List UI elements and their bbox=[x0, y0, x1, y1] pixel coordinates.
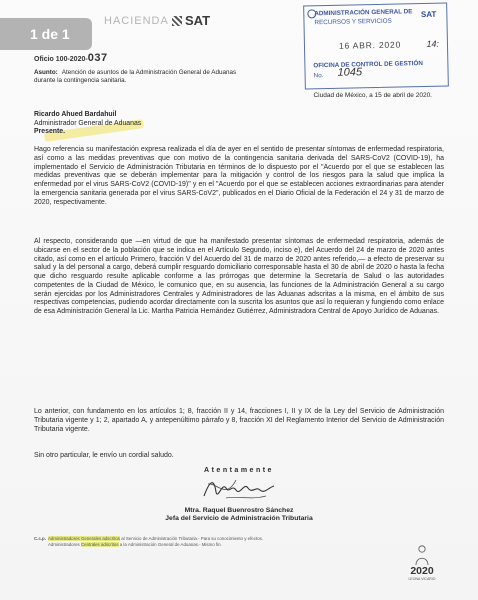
sat-logo-text: SAT bbox=[185, 13, 211, 28]
oficio-prefix: Oficio 100-2020- bbox=[34, 56, 88, 63]
handwritten-signature bbox=[196, 474, 280, 504]
ccp-line-2-text: a la Administración General de Aduanas.- Mismo fin. bbox=[118, 541, 222, 547]
closing-atentamente: Atentamente bbox=[204, 467, 274, 474]
place-and-date: Ciudad de México, a 15 de abril de 2020. bbox=[313, 92, 432, 99]
recipient-block bbox=[34, 111, 141, 137]
hacienda-logo-text: HACIENDA bbox=[104, 15, 169, 27]
stamp-line-2: RECURSOS Y SERVICIOS bbox=[314, 17, 392, 27]
ccp-label: C.c.p. bbox=[34, 536, 46, 541]
sat-logo bbox=[172, 13, 210, 28]
signer-title: Jefa del Servicio de Administración Tributaria bbox=[165, 515, 313, 523]
subject-label: Asunto: bbox=[34, 69, 58, 76]
stamp-time: 14: bbox=[426, 38, 440, 49]
oficio-suffix: 037 bbox=[87, 52, 108, 64]
paragraph-3: Lo anterior, con fundamento en los artículos 1; 8, fracción II y 14, fracciones I, II y IX de la Ley del Servicio de Administración Tributaria vigente y 1; 2, apartado A, y antepenúltimo párrafo y 8, fracción XI del Reglamento Interior del Servicio de Administración Tributaria vigente. bbox=[34, 408, 444, 433]
recipient-name: Ricardo Ahued Bardahuil bbox=[34, 111, 117, 118]
paragraph-2: Al respecto, considerando que —en virtud de que ha manifestado presentar síntomas de enfermedad respiratoria, además de ubicarse en el sector de la población que se indica en el Artículo Segundo, inciso e), del Acuerdo del 24 de marzo de 2020 antes citado, así como en el artículo Primero, fracción V del Acuerdo del 31 de marzo de 2020 antes referido,— a efecto de preservar su salud y la del personal a cargo, deberá cumplir resguardo domiciliario corresponsable hasta el 30 de abril de 2020 o hasta la fecha que dicho resguardo resulte aplicable conforme a las prórrogas que determine la Secretaría de Salud o las autoridades competentes de la Ciudad de México, le comunico que, en su ausencia, las funciones de la Administración General a su cargo serán ejercidas por los Administradores Centrales y Administradores de las Aduanas adscritas a la misma, en el ámbito de sus respectivas competencias, pudiendo acordar directamente con la suscrita los asuntos que así lo requieran y fungiendo como enlace de esa Administración General la Lic. Martha Patricia Hernández Gutiérrez, Administradora Central de Apoyo Jurídico de Aduanas. bbox=[34, 238, 444, 315]
stamp-office: OFICINA DE CONTROL DE GESTIÓN bbox=[313, 60, 423, 70]
signer-block bbox=[0, 507, 478, 524]
signer-name: Mtra. Raquel Buenrostro Sánchez bbox=[184, 507, 294, 514]
stamp-handwritten-number: 1045 bbox=[337, 66, 363, 79]
paragraph-1: Hago referencia su manifestación expresa realizada el día de ayer en el sentido de presentar síntomas de enfermedad respiratoria, así como a las medidas preventivas que con motivo de la contingencia sanitaria derivada del SARS-CoV2 (COVID-19), ha implementado el Servicio de Administración Tributaria en términos de lo dispuesto por el "Acuerdo por el que se establecen las medidas preventivas que se deberán implementar para la mitigación y control de los riesgos para la salud que implica la enfermedad por el virus SARS-CoV2 (COVID-19)" y en el "Acuerdo por el que se establecen acciones extraordinarias para atender la emergencia sanitaria generada por el virus SARS-CoV2", publicados en el Diario Oficial de la Federación el 24 y 31 de marzo de 2020, respectivamente. bbox=[34, 146, 444, 206]
paragraph-4: Sin otro particular, le envío un cordial saludo. bbox=[34, 452, 174, 459]
ccp-line-2 bbox=[48, 542, 263, 548]
sat-logo-icon bbox=[172, 16, 182, 26]
recipient-position: Administrador General de Aduanas bbox=[34, 119, 142, 127]
ccp-line-2-highlight: Centrales adscritos bbox=[80, 541, 119, 547]
oficio-number bbox=[34, 52, 108, 64]
ccp-line-1-text: al Servicio de Administración Tributaria.- Para su conocimiento y efectos. bbox=[120, 536, 264, 541]
year-logo-subtitle: LEONA VICARIO bbox=[408, 577, 436, 581]
leona-vicario-portrait-icon bbox=[414, 544, 430, 566]
stamp-sat-mark: SAT bbox=[420, 9, 437, 20]
page-counter: 1 de 1 bbox=[0, 18, 92, 50]
year-logo-number: 2020 bbox=[410, 565, 434, 577]
stamp-number-label: No. bbox=[313, 72, 324, 80]
subject-line bbox=[34, 69, 244, 85]
recipient-presente: Presente. bbox=[34, 128, 66, 136]
ccp-line-1-highlight: Administradores Generales adscritos bbox=[48, 536, 120, 541]
year-logo bbox=[404, 566, 440, 581]
stamp-date: 16 ABR. 2020 bbox=[338, 39, 402, 51]
stamp-line-1: ADMINISTRACIÓN GENERAL DE bbox=[314, 8, 413, 18]
reception-stamp bbox=[303, 3, 449, 90]
subject-text: Atención de asuntos de la Administración General de Aduanas durante la contingencia sanitaria. bbox=[34, 69, 237, 84]
ccp-line-2-start: Administradores bbox=[48, 541, 81, 547]
